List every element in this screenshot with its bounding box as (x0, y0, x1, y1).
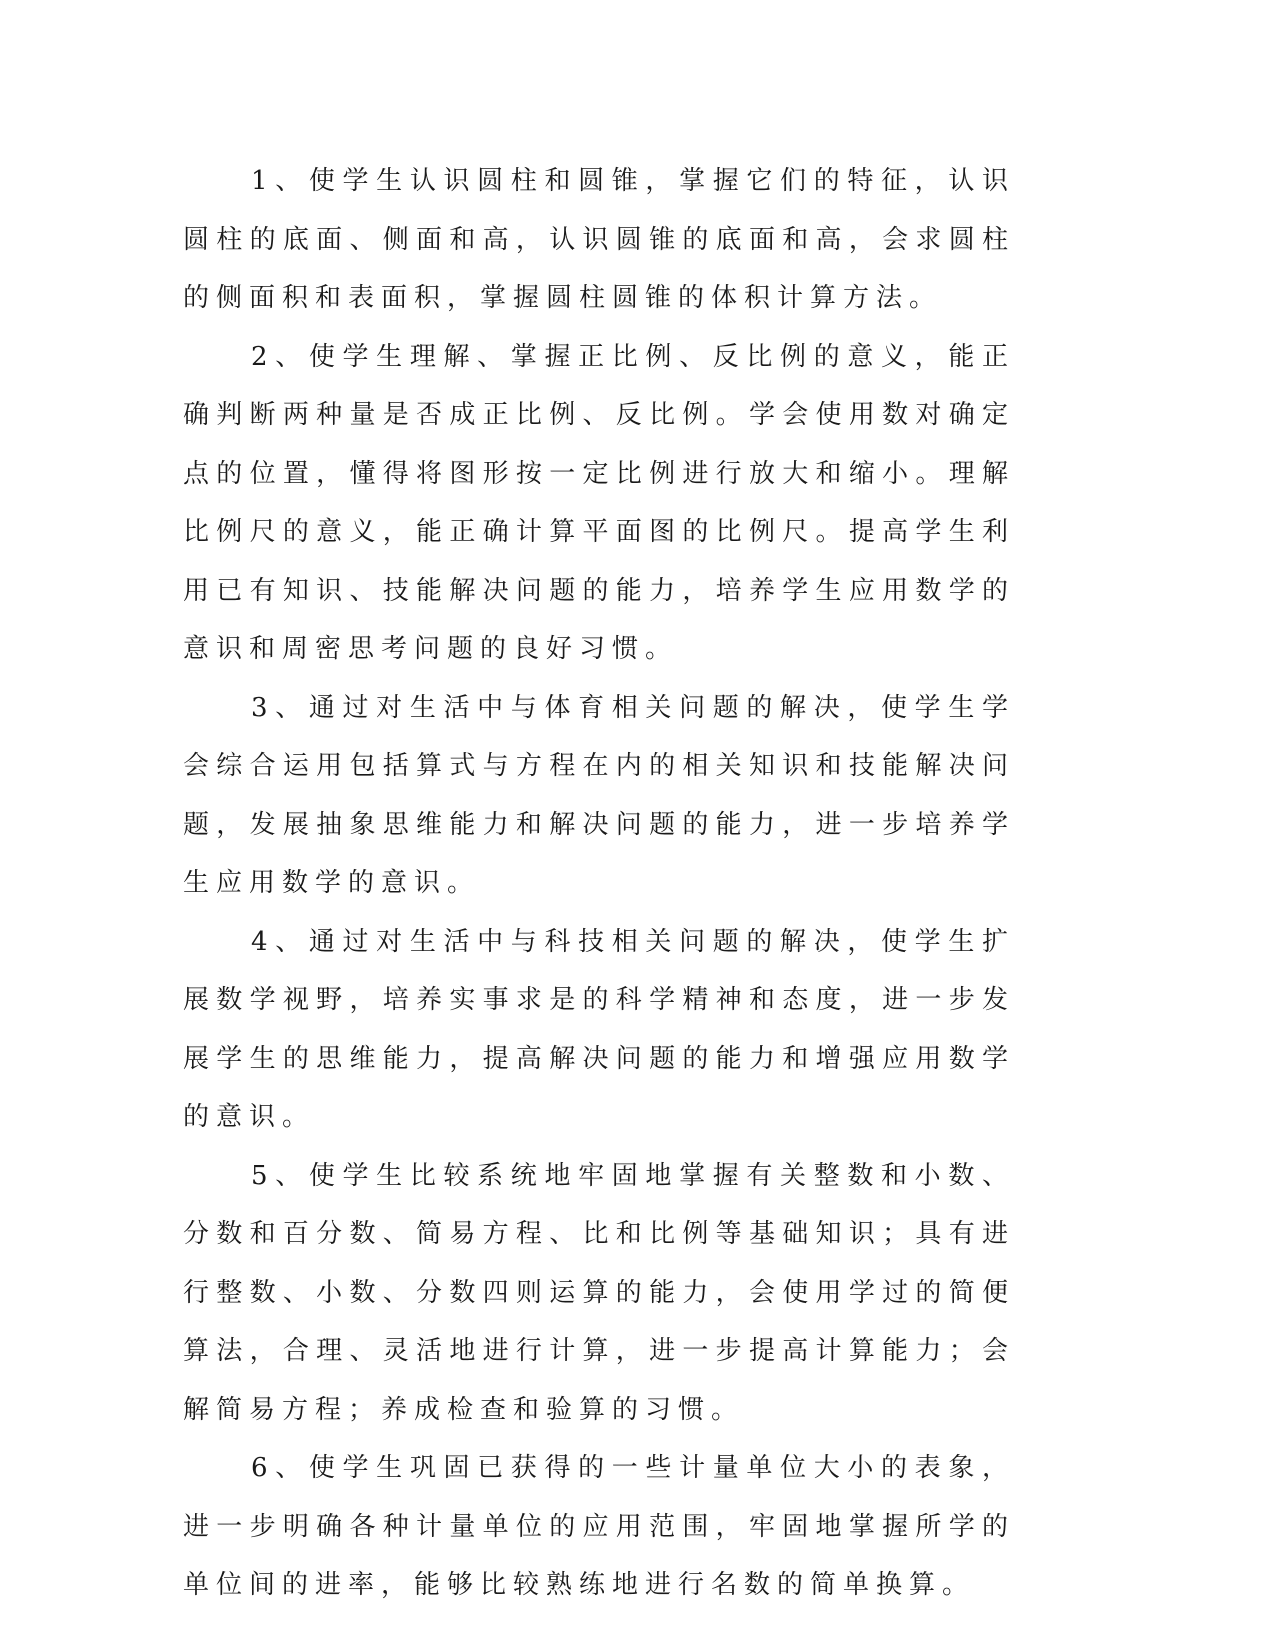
paragraph-5: 5、使学生比较系统地牢固地掌握有关整数和小数、分数和百分数、简易方程、比和比例等基础知识；具有进行整数、小数、分数四则运算的能力，会使用学过的简便算法，合理、灵活地进行计算，进一步提高计算能力；会解简易方程；养成检查和验算的习惯。 (183, 1160, 1015, 1425)
paragraph-4: 4、通过对生活中与科技相关问题的解决，使学生扩展数学视野，培养实事求是的科学精神和态度，进一步发展学生的思维能力，提高解决问题的能力和增强应用数学的意识。 (183, 926, 1015, 1132)
document-body (183, 152, 1015, 1615)
paragraph-6: 6、使学生巩固已获得的一些计量单位大小的表象，进一步明确各种计量单位的应用范围，牢固地掌握所学的单位间的进率，能够比较熟练地进行名数的简单换算。 (183, 1453, 1015, 1600)
paragraph-2: 2、使学生理解、掌握正比例、反比例的意义，能正确判断两种量是否成正比例、反比例。学会使用数对确定点的位置，懂得将图形按一定比例进行放大和缩小。理解比例尺的意义，能正确计算平面图的比例尺。提高学生利用已有知识、技能解决问题的能力，培养学生应用数学的意识和周密思考问题的良好习惯。 (183, 341, 1015, 664)
paragraph-3: 3、通过对生活中与体育相关问题的解决，使学生学会综合运用包括算式与方程在内的相关知识和技能解决问题，发展抽象思维能力和解决问题的能力，进一步培养学生应用数学的意识。 (183, 692, 1015, 898)
paragraph-1: 1、使学生认识圆柱和圆锥，掌握它们的特征，认识圆柱的底面、侧面和高，认识圆锥的底面和高，会求圆柱的侧面积和表面积，掌握圆柱圆锥的体积计算方法。 (183, 166, 1015, 313)
